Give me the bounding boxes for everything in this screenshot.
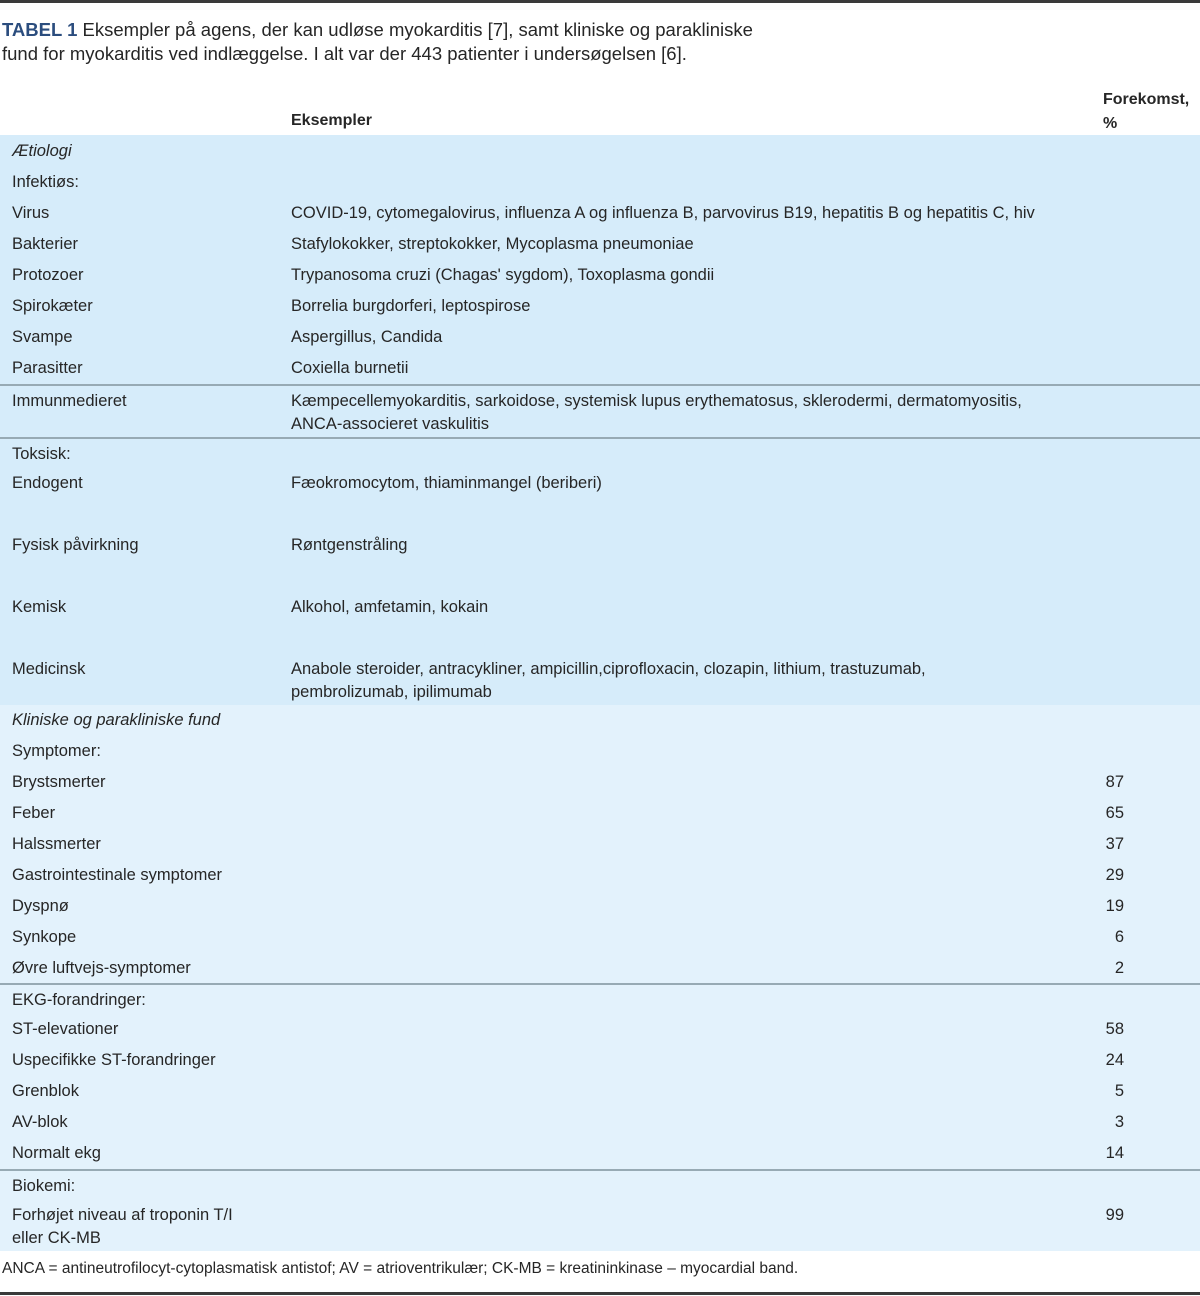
table-row xyxy=(0,1045,1200,1076)
row-examples: Fæokromocytom, thiaminmangel (beriberi) xyxy=(291,474,602,492)
table-row xyxy=(0,259,1200,290)
row-examples-line1: Anabole steroider, antracykliner, ampicillin,ciprofloxacin, clozapin, lithium, trastuzumab, xyxy=(291,660,926,678)
row-examples: Trypanosoma cruzi (Chagas' sygdom), Toxoplasma gondii xyxy=(291,266,715,284)
row-label: Immunmedieret xyxy=(12,392,127,410)
row-label: Grenblok xyxy=(12,1082,79,1100)
table-row xyxy=(0,829,1200,860)
row-label: Protozoer xyxy=(12,266,84,284)
row-label: Endogent xyxy=(12,474,83,492)
row-label: Brystsmerter xyxy=(12,773,106,791)
row-examples: Stafylokokker, streptokokker, Mycoplasma pneumoniae xyxy=(291,235,694,253)
row-label: Virus xyxy=(12,204,50,222)
header-examples: Eksempler xyxy=(291,112,372,129)
row-label: Uspecifikke ST-forandringer xyxy=(12,1051,216,1069)
row-value: 99 xyxy=(1105,1206,1124,1224)
header-prevalence-line1: Forekomst, xyxy=(1103,91,1190,108)
row-label: Halssmerter xyxy=(12,835,101,853)
row-label: Gastrointestinale symptomer xyxy=(12,866,222,884)
row-value: 5 xyxy=(1114,1082,1124,1100)
row-label: AV-blok xyxy=(12,1113,68,1131)
row-examples-line2: ANCA-associeret vaskulitis xyxy=(291,415,490,433)
row-value: 58 xyxy=(1105,1020,1124,1038)
row-examples: Coxiella burnetii xyxy=(291,359,409,377)
table-row xyxy=(0,530,1200,592)
table-header xyxy=(0,82,1200,134)
data-table xyxy=(0,135,1200,1251)
row-value: 2 xyxy=(1114,959,1124,977)
section-heading-etiology xyxy=(0,135,1200,166)
table-row xyxy=(0,860,1200,891)
caption-text-line1: Eksempler på agens, der kan udløse myokarditis [7], samt kliniske og parakliniske xyxy=(77,19,753,40)
row-value: 24 xyxy=(1105,1051,1124,1069)
table-row xyxy=(0,290,1200,321)
table-row xyxy=(0,953,1200,983)
table-row xyxy=(0,468,1200,530)
row-label: Bakterier xyxy=(12,235,79,253)
row-value: 37 xyxy=(1105,835,1124,853)
row-label: Parasitter xyxy=(12,359,83,377)
row-value: 65 xyxy=(1105,804,1124,822)
row-label: Spirokæter xyxy=(12,297,93,315)
row-value: 29 xyxy=(1105,866,1124,884)
table-caption xyxy=(2,18,1182,66)
row-label: Øvre luftvejs-symptomer xyxy=(12,959,191,977)
row-value: 3 xyxy=(1114,1113,1124,1131)
table-row xyxy=(0,891,1200,922)
row-examples: COVID-19, cytomegalovirus, influenza A og influenza B, parvovirus B19, hepatitis B og hepatitis C, hiv xyxy=(291,204,1035,222)
section-heading-clinical xyxy=(0,705,1200,736)
row-label: Svampe xyxy=(12,328,73,346)
table-row xyxy=(0,736,1200,767)
table-row xyxy=(0,922,1200,953)
table-row xyxy=(0,1169,1200,1200)
row-label: EKG-forandringer: xyxy=(12,991,146,1009)
row-examples: Alkohol, amfetamin, kokain xyxy=(291,598,489,616)
row-label: Synkope xyxy=(12,928,77,946)
caption-label: TABEL 1 xyxy=(2,19,78,40)
top-rule xyxy=(0,0,1200,3)
row-label-line1: Forhøjet niveau af troponin T/I xyxy=(12,1206,233,1224)
row-value: 6 xyxy=(1114,928,1124,946)
table-row xyxy=(0,1138,1200,1169)
row-examples xyxy=(291,390,1091,436)
table-footnote: ANCA = antineutrofilocyt-cytoplasmatisk antistof; AV = atrioventrikulær; CK-MB = kreatininkinase – myocardial band. xyxy=(2,1260,799,1277)
table-row xyxy=(0,437,1200,468)
row-examples: Aspergillus, Candida xyxy=(291,328,443,346)
row-examples-line1: Kæmpecellemyokarditis, sarkoidose, systemisk lupus erythematosus, sklerodermi, dermatomyositis, xyxy=(291,392,1022,410)
table-row xyxy=(0,1076,1200,1107)
header-prevalence xyxy=(1103,88,1189,136)
table-row xyxy=(0,767,1200,798)
row-label: Dyspnø xyxy=(12,897,69,915)
row-label: Toksisk: xyxy=(12,445,71,463)
row-label: ST-elevationer xyxy=(12,1020,119,1038)
table-row xyxy=(0,983,1200,1014)
row-value: 87 xyxy=(1105,773,1124,791)
row-label-line2: eller CK-MB xyxy=(12,1229,101,1247)
row-examples-line2: pembrolizumab, ipilimumab xyxy=(291,683,492,701)
row-label: Medicinsk xyxy=(12,660,86,678)
table-row xyxy=(0,197,1200,228)
table-row xyxy=(0,384,1200,437)
header-prevalence-line2: % xyxy=(1103,115,1118,132)
table-row xyxy=(0,592,1200,654)
row-examples: Borrelia burgdorferi, leptospirose xyxy=(291,297,531,315)
table-row xyxy=(0,228,1200,259)
bottom-rule xyxy=(0,1292,1200,1295)
caption-text-line2: fund for myokarditis ved indlæggelse. I alt var der 443 patienter i undersøgelsen [6]. xyxy=(2,43,687,64)
row-label: Infektiøs: xyxy=(12,173,79,191)
row-value: 19 xyxy=(1105,897,1124,915)
table-row xyxy=(0,166,1200,197)
row-label: Symptomer: xyxy=(12,742,101,760)
row-examples xyxy=(291,658,1091,704)
row-label: Kliniske og parakliniske fund xyxy=(12,711,221,729)
table-row xyxy=(0,352,1200,384)
row-examples: Røntgenstråling xyxy=(291,536,408,554)
row-value: 14 xyxy=(1105,1144,1124,1162)
table-row xyxy=(0,654,1200,705)
table-row xyxy=(0,1200,1200,1251)
row-label: Feber xyxy=(12,804,56,822)
row-label: Fysisk påvirkning xyxy=(12,536,139,554)
row-label: Kemisk xyxy=(12,598,67,616)
table-row xyxy=(0,1014,1200,1045)
table-row xyxy=(0,798,1200,829)
row-label: Biokemi: xyxy=(12,1177,76,1195)
row-label xyxy=(12,1204,282,1250)
table-row xyxy=(0,1107,1200,1138)
table-row xyxy=(0,321,1200,352)
row-label: Ætiologi xyxy=(12,142,72,160)
row-label: Normalt ekg xyxy=(12,1144,101,1162)
